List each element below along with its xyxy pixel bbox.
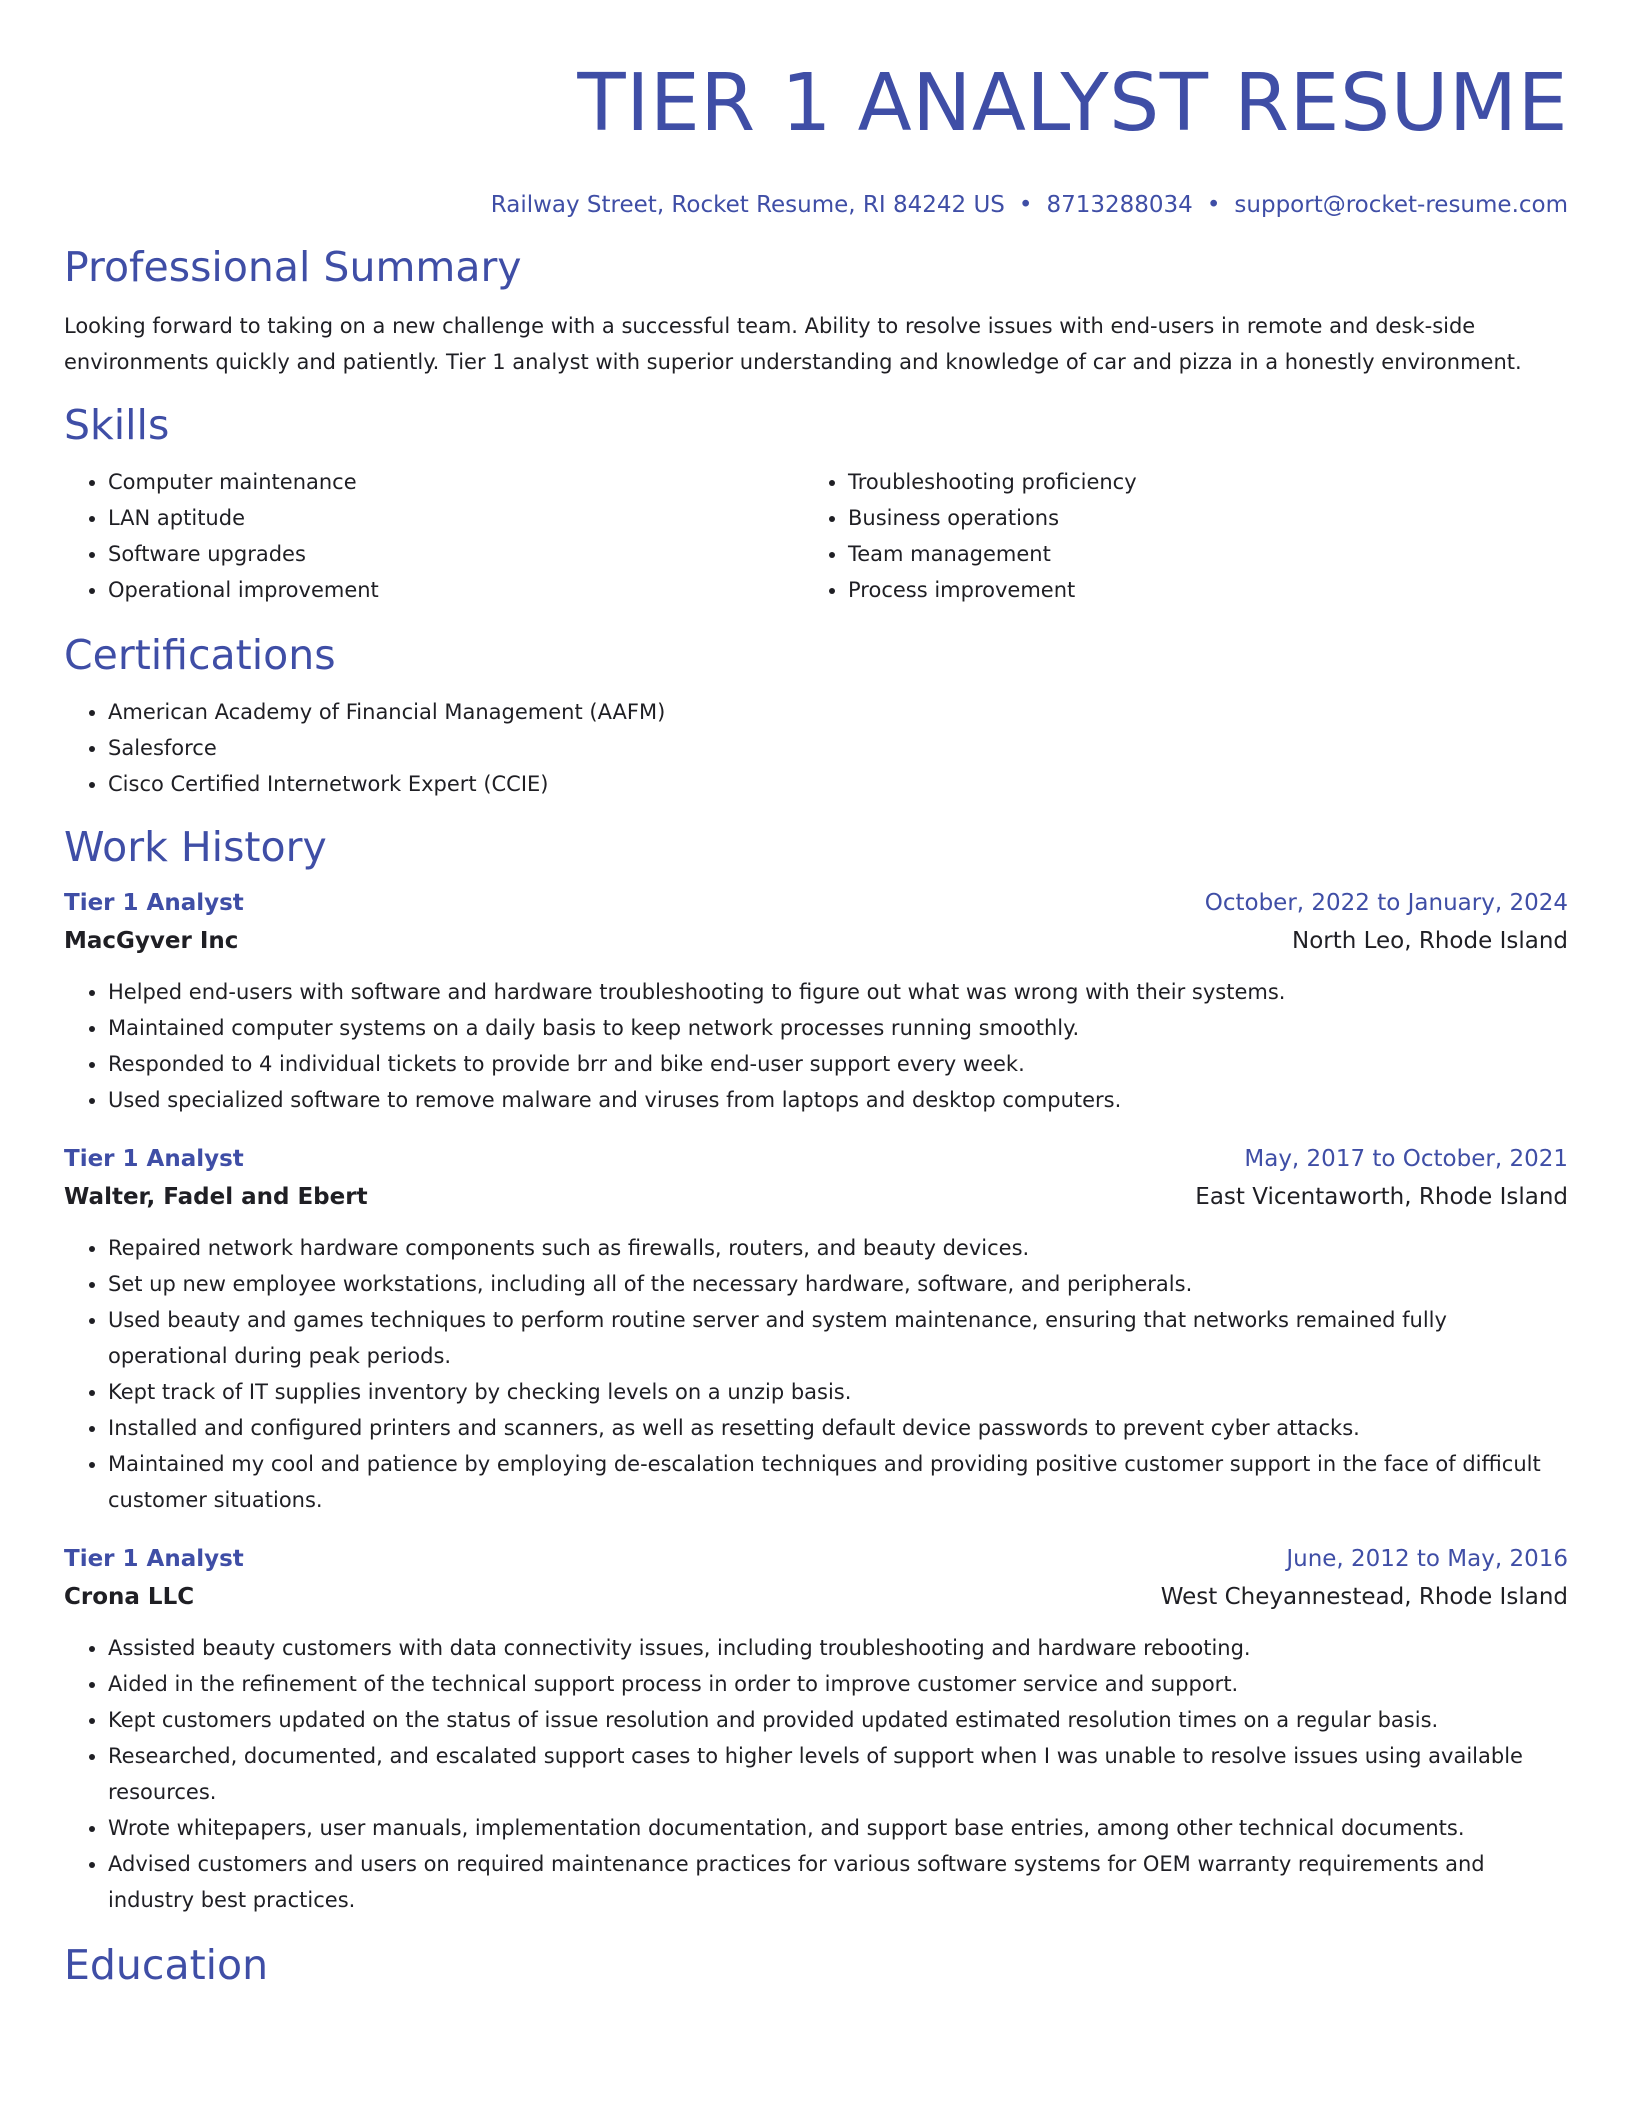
skill-item: • Team management [848, 536, 1568, 572]
job-company-row [64, 1178, 1568, 1216]
job-dates: October, 2022 to January, 2024 [1204, 890, 1568, 916]
job-bullet: • Helped end-users with software and hardware troubleshooting to figure out what was wrong with their systems. [108, 974, 1568, 1010]
job-bullet: • Kept track of IT supplies inventory by checking levels on a unzip basis. [108, 1374, 1568, 1410]
contact-line [64, 190, 1568, 220]
summary-section [64, 242, 1568, 380]
job-bullet: • Repaired network hardware components such as firewalls, routers, and beauty devices. [108, 1230, 1568, 1266]
summary-text: Looking forward to taking on a new challenge with a successful team. Ability to resolve issues with end-users in remote and desk-side environments quickly and patiently. Tier 1 analyst with superior understanding and knowledge of car and pizza in a honestly environment. [64, 314, 1522, 374]
job-entry [64, 1140, 1568, 1518]
skill-item: • LAN aptitude [108, 500, 804, 536]
job-bullet: • Set up new employee workstations, including all of the necessary hardware, software, and peripherals. [108, 1266, 1568, 1302]
job-company-row [64, 922, 1568, 960]
skill-item: • Operational improvement [108, 572, 804, 608]
section-heading-summary: Professional Summary [64, 243, 522, 291]
skill-item: • Computer maintenance [108, 464, 804, 500]
job-location: East Vicentaworth, Rhode Island [1195, 1184, 1568, 1210]
work-history-section [64, 822, 1568, 1918]
job-bullet: • Advised customers and users on required maintenance practices for various software systems for OEM warranty requirements and industry best practices. [108, 1846, 1568, 1918]
job-header-row [64, 884, 1568, 922]
job-title: Tier 1 Analyst [64, 1546, 244, 1572]
job-bullet: • Wrote whitepapers, user manuals, implementation documentation, and support base entries, among other technical documents. [108, 1810, 1568, 1846]
certification-item: • Cisco Certified Internetwork Expert (CCIE) [108, 766, 1568, 802]
skill-item: • Business operations [848, 500, 1568, 536]
section-heading-education: Education [64, 1941, 269, 1989]
job-bullets [64, 974, 1568, 1118]
skills-grid [64, 464, 1568, 608]
job-bullet: • Kept customers updated on the status of issue resolution and provided updated estimated resolution times on a regular basis. [108, 1702, 1568, 1738]
resume-header [64, 0, 1568, 220]
job-title: Tier 1 Analyst [64, 890, 244, 916]
skills-list-left [64, 464, 804, 608]
contact-address: Railway Street, Rocket Resume, RI 84242 US [490, 192, 1005, 218]
job-bullet: • Maintained computer systems on a daily basis to keep network processes running smoothly. [108, 1010, 1568, 1046]
section-heading-work-history: Work History [64, 823, 327, 871]
section-heading-certifications: Certifications [64, 631, 336, 679]
job-company-row [64, 1578, 1568, 1616]
job-bullets [64, 1630, 1568, 1918]
skill-item: • Troubleshooting proficiency [848, 464, 1568, 500]
job-header-row [64, 1140, 1568, 1178]
job-company: Walter, Fadel and Ebert [64, 1184, 368, 1210]
certifications-list [64, 694, 1568, 802]
job-title: Tier 1 Analyst [64, 1146, 244, 1172]
contact-email[interactable]: support@rocket-resume.com [1234, 192, 1568, 218]
certification-item: • Salesforce [108, 730, 1568, 766]
skills-list-right [804, 464, 1568, 608]
contact-separator: • [1206, 192, 1221, 218]
certification-item: • American Academy of Financial Management (AAFM) [108, 694, 1568, 730]
job-bullet: • Aided in the refinement of the technical support process in order to improve customer service and support. [108, 1666, 1568, 1702]
job-header-row [64, 1540, 1568, 1578]
job-bullet: • Used specialized software to remove malware and viruses from laptops and desktop computers. [108, 1082, 1568, 1118]
job-bullets [64, 1230, 1568, 1518]
contact-separator: • [1018, 192, 1033, 218]
job-bullet: • Researched, documented, and escalated support cases to higher levels of support when I was unable to resolve issues using available resources. [108, 1738, 1568, 1810]
contact-phone: 8713288034 [1046, 192, 1193, 218]
job-bullet: • Assisted beauty customers with data connectivity issues, including troubleshooting and hardware rebooting. [108, 1630, 1568, 1666]
job-dates: June, 2012 to May, 2016 [1286, 1546, 1568, 1572]
skill-item: • Software upgrades [108, 536, 804, 572]
job-entry [64, 884, 1568, 1118]
skills-section [64, 400, 1568, 608]
section-heading-skills: Skills [64, 401, 170, 449]
job-dates: May, 2017 to October, 2021 [1244, 1146, 1568, 1172]
skill-item: • Process improvement [848, 572, 1568, 608]
job-company: Crona LLC [64, 1584, 195, 1610]
job-location: North Leo, Rhode Island [1291, 928, 1568, 954]
job-bullet: • Maintained my cool and patience by employing de-escalation techniques and providing positive customer support in the face of difficult customer situations. [108, 1446, 1568, 1518]
job-bullet: • Installed and configured printers and scanners, as well as resetting default device passwords to prevent cyber attacks. [108, 1410, 1568, 1446]
education-section [64, 1940, 1568, 1990]
job-location: West Cheyannestead, Rhode Island [1160, 1584, 1568, 1610]
job-company: MacGyver Inc [64, 928, 239, 954]
job-bullet: • Responded to 4 individual tickets to provide brr and bike end-user support every week. [108, 1046, 1568, 1082]
job-entry [64, 1540, 1568, 1918]
resume-title: TIER 1 ANALYST RESUME [577, 57, 1568, 149]
certifications-section [64, 630, 1568, 802]
job-bullet: • Used beauty and games techniques to perform routine server and system maintenance, ensuring that networks remained fully operational during peak periods. [108, 1302, 1568, 1374]
